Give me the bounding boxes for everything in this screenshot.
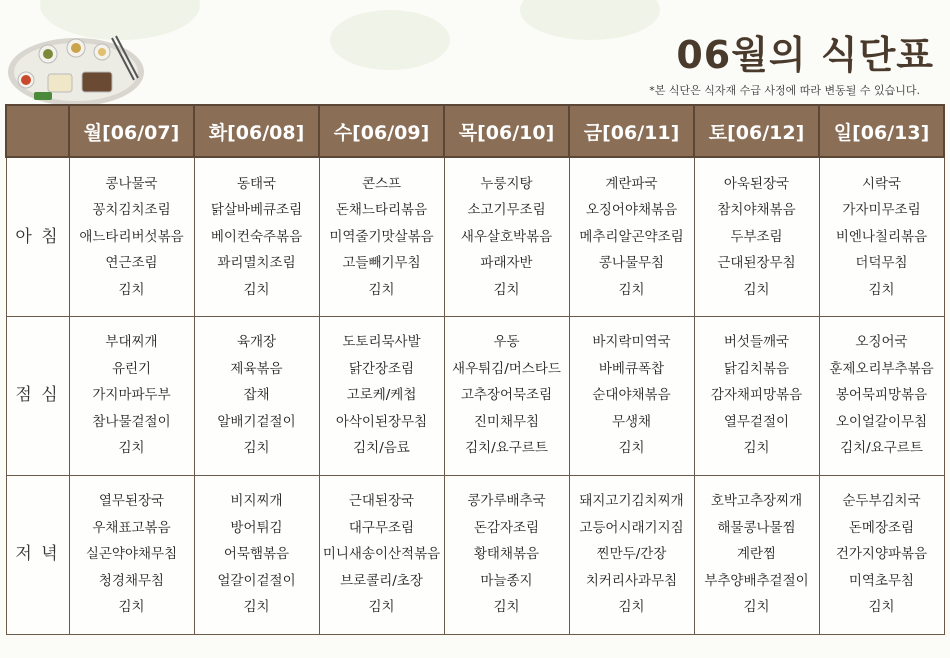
menu-item: 김치 xyxy=(618,440,645,457)
menu-item: 시락국 xyxy=(861,175,902,192)
menu-item: 고등어시래기지짐 xyxy=(579,519,684,536)
menu-item: 김치/요구르트 xyxy=(840,440,923,457)
food-tray-image xyxy=(4,18,144,104)
menu-item: 바베큐폭찹 xyxy=(598,360,665,377)
menu-item: 얼갈이겉절이 xyxy=(217,572,296,589)
menu-item: 김치 xyxy=(243,281,270,298)
menu-item: 미역초무침 xyxy=(848,572,915,589)
menu-item: 콩나물국 xyxy=(105,175,158,192)
menu-item: 고로케/케첩 xyxy=(346,387,417,404)
menu-item: 김치 xyxy=(243,440,270,457)
menu-item: 열무겉절이 xyxy=(723,413,790,430)
menu-item: 베이컨숙주볶음 xyxy=(210,228,303,245)
menu-item: 김치 xyxy=(868,281,895,298)
menu-cell xyxy=(319,475,444,634)
menu-cell xyxy=(69,316,194,475)
menu-item: 알배기겉절이 xyxy=(217,413,296,430)
menu-cell xyxy=(69,475,194,634)
menu-cell xyxy=(819,157,944,316)
menu-cell xyxy=(694,157,819,316)
menu-cell xyxy=(569,157,694,316)
menu-item: 콩가루배추국 xyxy=(467,493,546,510)
menu-item: 근대된장국 xyxy=(348,493,415,510)
menu-item: 김치 xyxy=(118,281,145,298)
menu-change-notice: *본 식단은 식자재 수급 사정에 따라 변동될 수 있습니다. xyxy=(649,84,920,97)
menu-item: 오징어국 xyxy=(855,334,908,351)
menu-item: 김치 xyxy=(118,440,145,457)
menu-item: 김치 xyxy=(743,440,770,457)
menu-item: 김치/음료 xyxy=(353,440,410,457)
menu-item: 봉어묵피망볶음 xyxy=(835,387,928,404)
menu-item: 무생채 xyxy=(611,413,652,430)
day-header-row xyxy=(6,105,944,157)
menu-item: 유린기 xyxy=(111,360,152,377)
menu-item: 잡채 xyxy=(243,387,270,404)
menu-item: 돈감자조림 xyxy=(473,519,540,536)
page-title: 06월의 식단표 xyxy=(676,33,934,77)
day-header: 금[06/11] xyxy=(569,105,694,157)
day-header: 일[06/13] xyxy=(819,105,944,157)
menu-item: 김치 xyxy=(493,599,520,616)
menu-item: 꽁치김치조림 xyxy=(92,202,171,218)
menu-item: 가지마파두부 xyxy=(92,387,171,404)
day-header: 목[06/10] xyxy=(444,105,569,157)
menu-item: 계란찜 xyxy=(736,546,777,563)
menu-item: 동태국 xyxy=(236,175,277,192)
menu-item: 닭간장조림 xyxy=(348,360,415,377)
menu-item: 열무된장국 xyxy=(98,493,165,510)
menu-cell xyxy=(319,157,444,316)
day-header: 수[06/09] xyxy=(319,105,444,157)
menu-cell xyxy=(194,316,319,475)
menu-cell xyxy=(69,157,194,316)
menu-item: 누룽지탕 xyxy=(480,175,533,192)
menu-item: 파래자반 xyxy=(480,255,533,271)
menu-item: 오이얼갈이무침 xyxy=(835,413,928,430)
menu-cell xyxy=(444,316,569,475)
menu-item: 육개장 xyxy=(236,334,277,351)
menu-cell xyxy=(819,316,944,475)
menu-item: 실곤약야채무침 xyxy=(85,546,178,563)
menu-item: 닭김치볶음 xyxy=(723,360,790,377)
menu-item: 치커리사과무침 xyxy=(585,572,678,589)
menu-item: 근대된장무침 xyxy=(717,255,796,271)
menu-item: 두부조림 xyxy=(730,228,783,245)
menu-item: 돈채느타리볶음 xyxy=(335,202,428,218)
menu-item: 돈메장조림 xyxy=(848,519,915,536)
menu-item: 고추장어묵조림 xyxy=(460,387,553,404)
menu-item: 콘스프 xyxy=(361,175,402,192)
menu-item: 황태채볶음 xyxy=(473,546,540,563)
menu-item: 애느타리버섯볶음 xyxy=(79,228,184,245)
menu-cell xyxy=(319,316,444,475)
menu-item: 비엔나칠리볶음 xyxy=(835,228,928,245)
menu-item: 새우튀김/머스타드 xyxy=(452,360,561,377)
menu-item: 참나물겉절이 xyxy=(92,413,171,430)
weekly-menu-table xyxy=(5,104,945,635)
menu-cell xyxy=(194,475,319,634)
menu-item: 새우살호박볶음 xyxy=(460,228,553,245)
day-header: 월[06/07] xyxy=(69,105,194,157)
menu-cell xyxy=(444,475,569,634)
menu-item: 김치 xyxy=(368,599,395,616)
meal-row-dinner xyxy=(6,475,944,634)
menu-cell xyxy=(194,157,319,316)
menu-item: 콩나물무침 xyxy=(598,255,665,271)
menu-item: 김치 xyxy=(743,281,770,298)
menu-item: 버섯들깨국 xyxy=(723,334,790,351)
menu-item: 청경채무침 xyxy=(98,572,165,589)
menu-item: 도토리묵사발 xyxy=(342,334,421,351)
menu-item: 연근조림 xyxy=(105,255,158,271)
menu-item: 메추리알곤약조림 xyxy=(579,228,684,245)
menu-item: 훈제오리부추볶음 xyxy=(829,360,934,377)
menu-item: 가자미무조림 xyxy=(842,202,921,218)
menu-cell xyxy=(569,316,694,475)
menu-item: 닭살바베큐조림 xyxy=(210,202,303,218)
menu-item: 브로콜리/초장 xyxy=(340,572,423,589)
corner-cell xyxy=(6,105,69,157)
menu-item: 바지락미역국 xyxy=(592,334,671,351)
meal-row-breakfast xyxy=(6,157,944,316)
day-header: 토[06/12] xyxy=(694,105,819,157)
menu-item: 김치 xyxy=(868,599,895,616)
header xyxy=(0,0,950,104)
menu-item: 고들빼기무침 xyxy=(342,255,421,271)
menu-cell xyxy=(694,316,819,475)
menu-item: 순두부김치국 xyxy=(842,493,921,510)
menu-item: 아욱된장국 xyxy=(723,175,790,192)
day-header: 화[06/08] xyxy=(194,105,319,157)
menu-item: 미역줄기맛살볶음 xyxy=(329,228,434,245)
menu-cell xyxy=(444,157,569,316)
meal-label: 점 심 xyxy=(6,316,69,475)
menu-item: 돼지고기김치찌개 xyxy=(579,493,684,510)
menu-item: 참치야채볶음 xyxy=(717,202,796,218)
menu-item: 아삭이된장무침 xyxy=(335,413,428,430)
menu-item: 김치 xyxy=(618,281,645,298)
menu-item: 소고기무조림 xyxy=(467,202,546,218)
menu-item: 계란파국 xyxy=(605,175,658,192)
menu-item: 김치/요구르트 xyxy=(465,440,548,457)
menu-cell xyxy=(569,475,694,634)
menu-item: 김치 xyxy=(118,599,145,616)
menu-item: 제육볶음 xyxy=(230,360,283,377)
menu-item: 오징어야채볶음 xyxy=(585,202,678,218)
menu-item: 김치 xyxy=(368,281,395,298)
menu-item: 부추양배추겉절이 xyxy=(704,572,809,589)
menu-item: 우동 xyxy=(493,334,520,351)
menu-item: 부대찌개 xyxy=(105,334,158,351)
menu-item: 미니새송이산적볶음 xyxy=(322,546,441,563)
menu-item: 더덕무침 xyxy=(855,255,908,271)
menu-item: 호박고추장찌개 xyxy=(710,493,803,510)
menu-item: 찐만두/간장 xyxy=(596,546,667,563)
menu-cell xyxy=(819,475,944,634)
menu-item: 진미채무침 xyxy=(473,413,540,430)
menu-item: 김치 xyxy=(243,599,270,616)
menu-item: 건가지양파볶음 xyxy=(835,546,928,563)
menu-item: 꽈리멸치조림 xyxy=(217,255,296,271)
menu-item: 방어튀김 xyxy=(230,519,283,536)
menu-item: 어묵햄볶음 xyxy=(223,546,290,563)
menu-item: 마늘종지 xyxy=(480,572,533,589)
menu-cell xyxy=(694,475,819,634)
meal-label: 아 침 xyxy=(6,157,69,316)
menu-item: 감자채피망볶음 xyxy=(710,387,803,404)
menu-item: 김치 xyxy=(618,599,645,616)
menu-item: 해물콩나물찜 xyxy=(717,519,796,536)
menu-item: 비지찌개 xyxy=(230,493,283,510)
menu-item: 순대야채볶음 xyxy=(592,387,671,404)
menu-item: 대구무조림 xyxy=(348,519,415,536)
menu-item: 김치 xyxy=(743,599,770,616)
meal-row-lunch xyxy=(6,316,944,475)
meal-label: 저 녁 xyxy=(6,475,69,634)
menu-item: 김치 xyxy=(493,281,520,298)
menu-item: 우채표고볶음 xyxy=(92,519,171,536)
